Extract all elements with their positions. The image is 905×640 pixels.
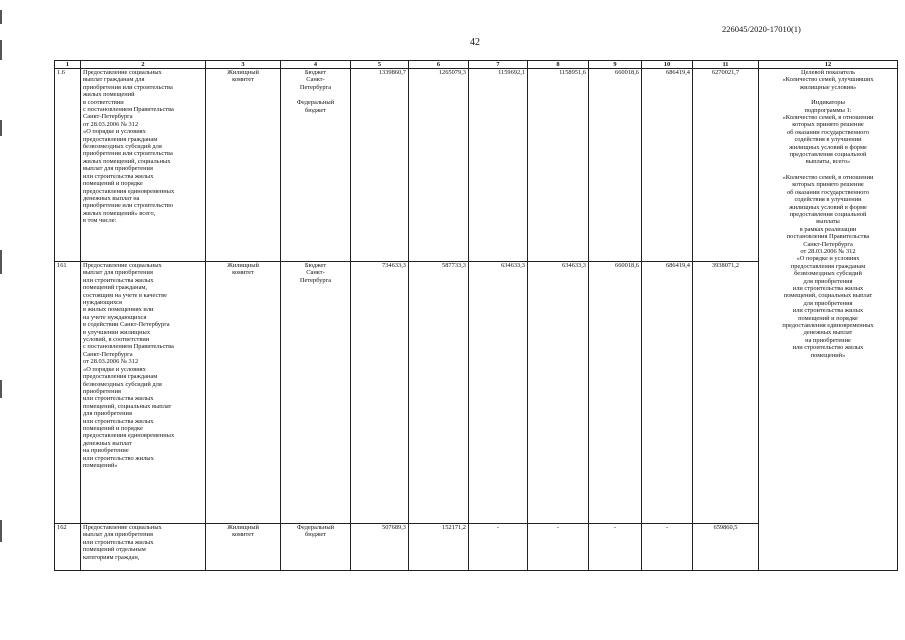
text-line: или строительства жилых: [83, 538, 154, 546]
text-line: выплат для приобретения: [83, 269, 153, 277]
text-line: «О порядке и условиях: [796, 255, 860, 263]
text-line: Предоставление социальных: [83, 524, 162, 531]
value-cell: 1159692,1: [469, 69, 528, 262]
text-line: Санкт-Петербурга: [83, 113, 133, 121]
text-line: в соответствии: [83, 98, 124, 106]
header-cell: 2: [81, 61, 206, 69]
text-line: категориям граждан,: [83, 553, 140, 561]
text-line: помещений и порядке: [83, 180, 143, 188]
text-line: нуждающихся: [83, 299, 122, 307]
value-cell: 1339860,7: [351, 69, 409, 262]
text-line: от 28.03.2006 № 312: [83, 120, 139, 128]
value-cell: -: [469, 524, 528, 571]
header-cell: 3: [206, 61, 281, 69]
text-line: или строительства жилых: [83, 395, 154, 403]
text-line: «Количество семей, в отношении: [782, 114, 874, 122]
text-line: жилищные условия»: [799, 83, 857, 91]
value-cell: 734633,3: [351, 262, 409, 524]
text-line: для приобретения: [803, 277, 853, 285]
row-description: [81, 69, 206, 262]
text-line: или строительства жилых: [83, 172, 154, 180]
target-indicator: [761, 69, 895, 91]
text-line: жилищных условий в форме: [789, 143, 867, 151]
text-line: Предоставление социальных: [83, 262, 162, 269]
header-cell: 1: [55, 61, 81, 69]
text-line: или строительства жилых: [792, 284, 864, 292]
document-number: 226045/2020-17010(1): [722, 24, 801, 34]
column-number-header: [55, 61, 898, 69]
header-cell: 7: [469, 61, 528, 69]
text-line: помещений отдельным: [83, 546, 146, 554]
value-cell: 686419,4: [642, 69, 693, 262]
text-line: выплаты: [816, 218, 840, 226]
text-line: в улучшении жилищных: [83, 328, 151, 336]
row-funding-source: [281, 524, 351, 571]
text-line: жилых помещений» всего,: [83, 209, 156, 217]
text-line: содействия в улучшении: [794, 196, 862, 204]
text-line: от 28.03.2006 № 312: [800, 247, 856, 255]
text-line: в жилых помещениях или: [83, 306, 154, 314]
header-cell: 5: [351, 61, 409, 69]
text-line: приобретения или строительства: [83, 83, 173, 91]
text-line: об оказании государственного: [786, 128, 870, 136]
header-cell: 4: [281, 61, 351, 69]
text-line: Жилищный: [227, 524, 259, 531]
text-line: от 28.03.2006 № 312: [83, 358, 139, 366]
header-cell: 12: [759, 61, 898, 69]
text-line: приобретение или строительство: [83, 202, 174, 210]
text-line: «О порядке и условиях: [83, 365, 146, 373]
header-cell: 6: [409, 61, 469, 69]
text-line: предоставления единовременных: [782, 322, 874, 329]
text-line: Федеральный: [296, 99, 335, 107]
row-executor: [206, 262, 281, 524]
value-cell: 660018,6: [589, 262, 642, 524]
text-line: безвозмездных субсидий для: [83, 380, 162, 388]
text-line: Целевой показатель: [800, 69, 856, 76]
header-cell: 11: [693, 61, 759, 69]
value-cell: 634633,3: [528, 262, 589, 524]
text-line: бюджет: [305, 106, 326, 114]
text-line: предоставления единовременных: [83, 187, 175, 195]
text-line: безвозмездных субсидий для: [83, 143, 162, 151]
text-line: содействия в улучшении: [794, 136, 862, 144]
text-line: состоящим на учете в качестве: [83, 291, 167, 299]
text-line: предоставления гражданам: [83, 373, 158, 381]
text-line: безвозмездных субсидий: [794, 270, 862, 278]
text-line: приобретения или строительства: [83, 150, 173, 158]
value-cell: 1158951,6: [528, 69, 589, 262]
text-line: Санкт-: [306, 76, 325, 84]
text-line: Санкт-Петербурга: [83, 350, 133, 358]
header-cell: 10: [642, 61, 693, 69]
text-line: или строительства жилых: [792, 307, 864, 315]
text-line: Жилищный: [227, 262, 259, 269]
page-number: 42: [470, 37, 480, 48]
text-line: выплат для приобретения: [83, 531, 153, 539]
total-cell: 3938071,2: [693, 262, 759, 524]
text-line: комитет: [232, 76, 254, 84]
text-line: выплаты, всего»: [805, 158, 851, 166]
text-line: предоставления социальной: [789, 210, 867, 218]
text-line: комитет: [232, 531, 254, 539]
text-line: «О порядке и условиях: [83, 128, 146, 136]
text-line: «Количество семей, улучшивших: [782, 76, 874, 84]
text-line: Бюджет: [304, 69, 327, 76]
value-cell: -: [589, 524, 642, 571]
text-line: Петербурга: [299, 276, 332, 284]
text-line: с постановлением Правительства: [83, 343, 174, 351]
subprogram-indicators: [761, 99, 895, 166]
row-description: [81, 524, 206, 571]
text-line: предоставления единовременных: [83, 432, 175, 440]
row-executor: [206, 524, 281, 571]
text-line: помещений гражданам,: [83, 284, 148, 292]
text-line: Жилищный: [227, 69, 259, 76]
text-line: «Количество семей, в отношении: [782, 173, 874, 181]
text-line: помещений и порядке: [798, 314, 858, 322]
value-cell: 634633,3: [469, 262, 528, 524]
value-cell: 660018,6: [589, 69, 642, 262]
row-funding-source: [281, 262, 351, 524]
text-line: в рамках реализации: [799, 225, 857, 233]
total-cell: 6270021,7: [693, 69, 759, 262]
text-line: Петербурга: [299, 83, 332, 91]
text-line: подпрограммы 1:: [804, 106, 852, 114]
header-cell: 8: [528, 61, 589, 69]
text-line: приобретения: [83, 387, 121, 395]
text-line: комитет: [232, 269, 254, 277]
text-line: Бюджет: [304, 262, 327, 269]
text-line: на приобретение: [83, 447, 129, 455]
text-line: помещений, социальных выплат: [783, 292, 873, 300]
text-line: жилищных условий в форме: [789, 203, 867, 211]
text-line: бюджет: [305, 531, 326, 539]
program-table: [54, 60, 898, 571]
text-line: денежных выплат: [83, 439, 132, 447]
text-line: помещений и порядке: [83, 424, 143, 432]
row-funding-source: [281, 69, 351, 262]
value-cell: -: [642, 524, 693, 571]
text-line: Санкт-Петербурга: [803, 240, 853, 248]
row-number: 161: [55, 262, 81, 524]
value-cell: -: [528, 524, 589, 571]
indicator-families: [761, 174, 895, 359]
value-cell: 1265079,3: [409, 69, 469, 262]
row-number: 1.6: [55, 69, 81, 262]
text-line: жилых помещений, социальных: [83, 157, 171, 165]
text-line: выплат для приобретения: [83, 165, 153, 173]
text-line: в том числе:: [83, 217, 117, 225]
text-line: или строительство жилых: [83, 454, 154, 462]
text-line: предоставления социальной: [789, 151, 867, 159]
table-row: [55, 69, 898, 262]
text-line: на приобретение: [805, 336, 851, 344]
header-cell: 9: [589, 61, 642, 69]
text-line: предоставления гражданам: [790, 262, 866, 270]
text-line: предоставления гражданам: [83, 135, 158, 143]
text-line: выплат гражданам для: [83, 76, 145, 84]
row-executor: [206, 69, 281, 262]
text-line: или строительство жилых: [792, 344, 864, 352]
funding-source-spb: [283, 69, 348, 91]
text-line: для приобретения: [803, 299, 853, 307]
row-description: [81, 262, 206, 524]
text-line: для приобретения: [83, 410, 132, 418]
text-line: которых принято решение: [792, 181, 864, 189]
text-line: Санкт-: [306, 269, 325, 277]
text-line: денежных выплат на: [83, 194, 140, 202]
value-cell: 152171,2: [409, 524, 469, 571]
text-line: условий, в соответствии: [83, 336, 150, 344]
text-line: Предоставление социальных: [83, 69, 162, 76]
text-line: помещений»: [810, 351, 846, 359]
value-cell: 686419,4: [642, 262, 693, 524]
text-line: которых принято решение: [792, 121, 864, 129]
value-cell: 587733,3: [409, 262, 469, 524]
text-line: об оказании государственного: [786, 188, 870, 196]
text-line: или строительства жилых: [83, 417, 154, 425]
text-line: помещений»: [83, 461, 118, 469]
text-line: с постановлением Правительства: [83, 106, 174, 114]
text-line: жилых помещений: [83, 91, 135, 99]
text-line: в содействии Санкт-Петербурга: [83, 321, 170, 329]
row-number: 162: [55, 524, 81, 571]
text-line: постановления Правительства: [786, 233, 870, 241]
funding-source-federal: [283, 99, 348, 114]
text-line: помещений, социальных выплат: [83, 402, 172, 410]
value-cell: 507689,3: [351, 524, 409, 571]
scan-edge: [0, 0, 6, 640]
text-line: или строительства жилых: [83, 276, 154, 284]
total-cell: 659860,5: [693, 524, 759, 571]
text-line: Федеральный: [296, 524, 335, 531]
text-line: на учете нуждающихся: [83, 313, 147, 321]
text-line: Индикаторы: [811, 99, 845, 107]
indicators-cell: [759, 69, 898, 571]
text-line: денежных выплат: [803, 329, 853, 337]
